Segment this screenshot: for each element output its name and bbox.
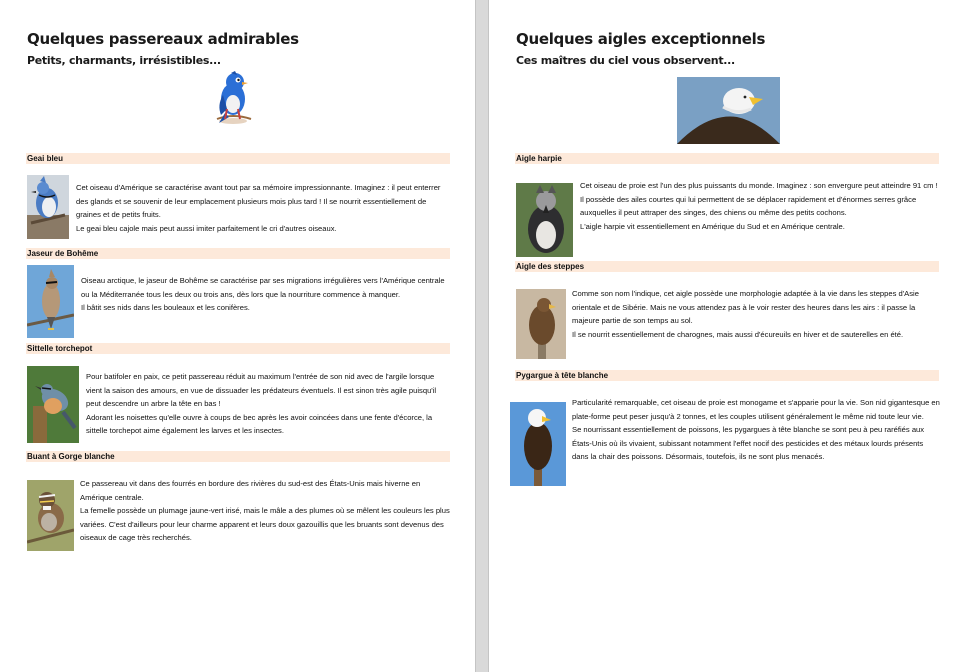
section-heading-geai-bleu: Geai bleu: [26, 153, 450, 164]
page-title: Quelques aigles exceptionnels: [516, 30, 766, 48]
document-page-right: [489, 0, 960, 672]
section-heading-sittelle-torchepot: Sittelle torchepot: [26, 343, 450, 354]
paragraph: Il bâtit ses nids dans les bouleaux et les conifères.: [81, 303, 250, 312]
paragraph: Particularité remarquable, cet oiseau de proie est monogame et s'apparie pour la vie. Son nid gigantesque en plate-forme peut peser jusqu'à 2 tonnes, et les couples utilisent généralement le même nid toute leur vie.: [572, 398, 940, 421]
blue-jay-photo: [27, 175, 69, 239]
section-text-sittelle-torchepot: [86, 370, 451, 438]
bald-eagle-head-photo: [677, 77, 780, 144]
section-heading-aigle-des-steppes: Aigle des steppes: [515, 261, 939, 272]
document-page-left: [0, 0, 475, 672]
steppe-eagle-photo: [516, 289, 566, 359]
section-heading-pygargue-a-tete-blanche: Pygargue à tête blanche: [515, 370, 939, 381]
section-text-aigle-des-steppes: [572, 287, 940, 341]
section-text-aigle-harpie: [580, 179, 940, 233]
section-heading-buant-a-gorge-blanche: Buant à Gorge blanche: [26, 451, 450, 462]
paragraph: La femelle possède un plumage jaune-vert irisé, mais le mâle a des plumes où se mêlent les couleurs les plus variées. C'est d'ailleurs pour leur charme apparent et leurs doux gazouillis que les bruants sont devenus des oiseaux de cage très recherchés.: [80, 506, 450, 542]
section-text-buant-a-gorge-blanche: [80, 477, 451, 545]
page-subtitle: Petits, charmants, irrésistibles...: [27, 54, 221, 67]
nuthatch-photo: [27, 366, 79, 443]
waxwing-photo: [27, 265, 74, 338]
bluebird-cartoon-icon: [211, 69, 256, 125]
paragraph: Ce passereau vit dans des fourrés en bordure des rivières du sud-est des États-Unis mais hiverne en Amérique centrale.: [80, 479, 421, 502]
paragraph: Il se nourrit essentiellement de charognes, mais aussi d'écureuils en hiver et de sauterelles en été.: [572, 329, 904, 339]
paragraph: Comme son nom l'indique, cet aigle possède une morphologie adaptée à la vie dans les steppes d'Asie orientale et de Sibérie. Mais ne vous attendez pas à le voir rester des heures dans les airs : il passe la majeure partie de son temps au sol.: [572, 289, 919, 325]
section-heading-jaseur-de-boheme: Jaseur de Bohême: [26, 248, 450, 259]
paragraph: Cet oiseau d'Amérique se caractérise avant tout par sa mémoire impressionnante. Imaginez : il peut enterrer des glands et se souvenir de leur emplacement plusieurs mois plus tard ! Il se nourrit essentiellement de graines et de petits fruits.: [76, 183, 441, 219]
page-subtitle: Ces maîtres du ciel vous observent...: [516, 54, 735, 67]
paragraph: Le geai bleu cajole mais peut aussi imiter parfaitement le cri d'autres oiseaux.: [76, 223, 337, 233]
paragraph: Adorant les noisettes qu'elle ouvre à coups de bec après les avoir coincées dans une fente d'écorce, la sittelle torchepot aime également les larves et les insectes.: [86, 412, 433, 435]
gutter-edge-left: [475, 0, 476, 672]
section-text-pygargue-a-tete-blanche: [572, 396, 940, 464]
paragraph: Oiseau arctique, le jaseur de Bohême se caractérise par ses migrations irrégulières vers l'Amérique centrale ou la Méditerranée tous les deux ou trois ans, dès lors que la nourriture commence à manquer.: [81, 276, 445, 299]
section-text-jaseur-de-boheme: [81, 274, 451, 315]
bald-eagle-photo: [510, 402, 566, 486]
section-text-geai-bleu: [76, 181, 452, 235]
harpy-eagle-photo: [516, 183, 573, 257]
paragraph: Pour batifoler en paix, ce petit passereau réduit au maximum l'entrée de son nid avec de l'argile lorsque vient la saison des amours, en vue de dissuader les prédateurs éventuels. Il est sinon très agile puisqu'il peut descendre un arbre la tête en bas !: [86, 372, 437, 408]
page-gutter: [475, 0, 489, 672]
page-title: Quelques passereaux admirables: [27, 30, 299, 48]
paragraph: L'aigle harpie vit essentiellement en Amérique du Sud et en Amérique centrale.: [580, 221, 845, 231]
white-throated-sparrow-photo: [27, 480, 74, 551]
paragraph: Se nourrissant essentiellement de poissons, les pygargues à tête blanche se sont peu à peu raréfiés aux États-Unis où ils vivaient, subissant notamment l'effet nocif des pesticides et des métaux lourds présents dans la chair des poissons. Désormais, toutefois, ils ne sont plus menacés.: [572, 425, 925, 461]
paragraph: Cet oiseau de proie est l'un des plus puissants du monde. Imaginez : son envergure peut atteindre 91 cm ! Il possède des ailes courtes qui lui permettent de se déplacer rapidement et d'énormes serres grâce auxquelles il peut attraper des singes, des chiens ou même des petits cochons.: [580, 181, 938, 217]
section-heading-aigle-harpie: Aigle harpie: [515, 153, 939, 164]
